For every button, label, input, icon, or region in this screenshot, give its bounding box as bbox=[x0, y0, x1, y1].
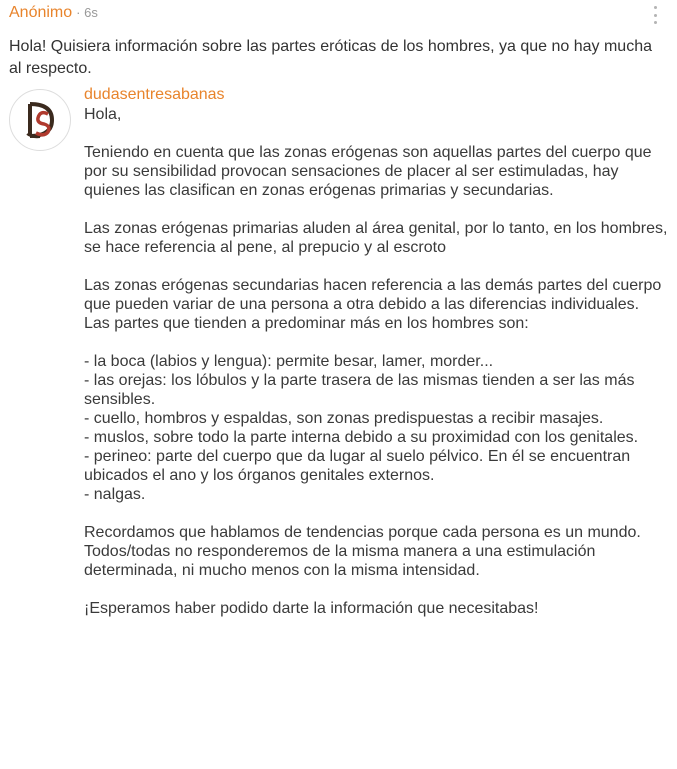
list-item: - perineo: parte del cuerpo que da lugar al suelo pélvico. En él se encuentran ubicados el ano y los órganos genitales externos. bbox=[84, 448, 631, 484]
question-header bbox=[9, 4, 664, 28]
answer-signoff: ¡Esperamos haber podido darte la información que necesitabas! bbox=[84, 600, 539, 617]
more-options-icon[interactable] bbox=[651, 6, 659, 24]
answer-paragraph: Teniendo en cuenta que las zonas erógenas son aquellas partes del cuerpo que por su sensibilidad provocan sensaciones de placer al ser estimuladas, hay quienes las clasifican en zonas erógenas primarias y secundarias. bbox=[84, 144, 652, 199]
list-item: - muslos, sobre todo la parte interna debido a su proximidad con los genitales. bbox=[84, 429, 639, 446]
answer-closing: Recordamos que hablamos de tendencias porque cada persona es un mundo. Todos/todas no responderemos de la misma manera a una estimulación determinada, ni mucho menos con la misma intensidad. bbox=[84, 524, 641, 579]
avatar[interactable] bbox=[9, 89, 71, 151]
answer-author[interactable]: dudasentresabanas bbox=[84, 86, 225, 103]
answer-paragraph: Las zonas erógenas primarias aluden al área genital, por lo tanto, en los hombres, se hace referencia al pene, al prepucio y al escroto bbox=[84, 220, 668, 256]
list-item: - nalgas. bbox=[84, 486, 146, 503]
list-item: - la boca (labios y lengua): permite besar, lamer, morder... bbox=[84, 353, 494, 370]
answer-text bbox=[84, 105, 669, 618]
question-post bbox=[9, 4, 664, 80]
question-author[interactable]: Anónimo bbox=[9, 4, 73, 21]
answer-body bbox=[84, 85, 669, 618]
answer-list bbox=[84, 352, 669, 504]
list-item: - las orejas: los lóbulos y la parte trasera de las mismas tienden a ser las más sensibles. bbox=[84, 372, 635, 408]
question-text: Hola! Quisiera información sobre las partes eróticas de los hombres, ya que no hay mucha al respecto. bbox=[9, 38, 652, 77]
answer-greeting: Hola, bbox=[84, 106, 122, 123]
list-item: - cuello, hombros y espaldas, son zonas predispuestas a recibir masajes. bbox=[84, 410, 604, 427]
ds-monogram-icon bbox=[10, 90, 70, 150]
question-timestamp: · 6s bbox=[76, 5, 98, 20]
answer-paragraph: Las zonas erógenas secundarias hacen referencia a las demás partes del cuerpo que pueden variar de una persona a otra debido a las diferencias individuales. Las partes que tienden a predominar más en los hombres son: bbox=[84, 277, 662, 332]
